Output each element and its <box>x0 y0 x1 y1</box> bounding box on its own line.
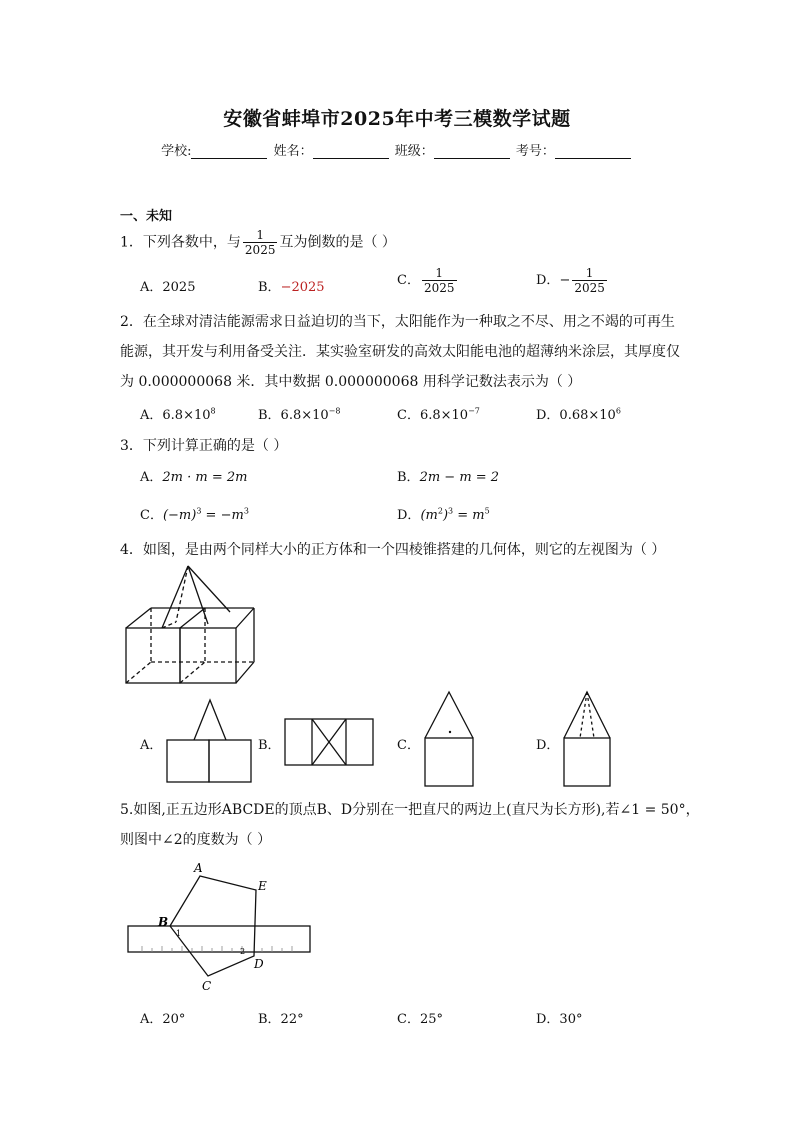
q3-a-label: A． <box>140 470 163 485</box>
q2-c-exp: −7 <box>468 406 480 416</box>
q2-option-a[interactable] <box>140 404 216 423</box>
label-a: A <box>194 861 203 875</box>
q3-stem: 3．下列计算正确的是（ ） <box>120 438 288 454</box>
q2-d-exp: 6 <box>615 406 621 416</box>
q1-option-c[interactable] <box>397 266 459 295</box>
q5-pentagon-ruler-figure <box>120 856 320 998</box>
q1-frac-num: 1 <box>243 228 278 243</box>
q4-option-c-figure[interactable] <box>420 688 478 790</box>
q1-b-value: −2025 <box>280 280 325 295</box>
student-info-line <box>0 140 794 159</box>
q1-prefix: 1．下列各数中，与 <box>120 234 241 251</box>
q1-c-num: 1 <box>422 266 457 281</box>
q3-d-base: (m <box>420 508 438 523</box>
q3-b-expr: 2m − m = 2 <box>419 470 500 485</box>
q2-option-d[interactable] <box>536 404 621 423</box>
q3-option-b[interactable] <box>397 466 499 485</box>
school-label: 学校: <box>161 144 192 159</box>
q1-frac-den: 2025 <box>244 243 276 257</box>
q5-line-1: 5.如图,正五边形ABCDE的顶点B、D分别在一把直尺的两边上(直尺为长方形),若∠1 = 50°， <box>120 802 700 818</box>
q3-c-exp: 3 <box>196 506 202 516</box>
q3-d-inner-exp: 2 <box>437 506 443 516</box>
q2-option-c[interactable] <box>397 404 480 423</box>
q4-option-b-figure[interactable] <box>282 716 376 770</box>
label-d: D <box>254 957 264 971</box>
q3-d-rhs-exp: 5 <box>484 506 490 516</box>
q1-option-d[interactable] <box>536 266 609 295</box>
q5-option-d[interactable]: D．30° <box>536 1012 583 1027</box>
q5-option-b[interactable]: B．22° <box>258 1012 304 1027</box>
exam-no-blank[interactable] <box>555 146 631 159</box>
q2-d-base: D．0.68×10 <box>536 408 616 423</box>
q2-a-base: A．6.8×10 <box>140 408 211 423</box>
q2-line-1: 2．在全球对清洁能源需求日益迫切的当下，太阳能作为一种取之不尽、用之不竭的可再生 <box>120 314 675 330</box>
q1-stem <box>120 228 396 257</box>
q1-c-label: C． <box>397 273 420 288</box>
q2-b-exp: −8 <box>328 406 341 416</box>
q2-b-base: B．6.8×10 <box>258 408 329 423</box>
q3-option-c[interactable] <box>140 504 249 523</box>
label-c: C <box>202 979 212 993</box>
q2-a-exp: 8 <box>210 406 216 416</box>
q1-d-fraction <box>572 266 607 295</box>
q4-option-c[interactable]: C． <box>397 738 420 753</box>
class-blank[interactable] <box>434 146 510 159</box>
page-title: 安徽省蚌埠市2025年中考三模数学试题 <box>223 108 571 130</box>
q4-stem: 4．如图，是由两个同样大小的正方体和一个四棱锥搭建的几何体，则它的左视图为（ ） <box>120 542 666 558</box>
q1-d-den: 2025 <box>574 281 605 295</box>
q3-a-expr: 2m · m = 2m <box>162 470 248 485</box>
q1-d-label: D． <box>536 273 560 288</box>
q5-option-c[interactable]: C．25° <box>397 1012 443 1027</box>
q4-solid-figure <box>118 562 268 690</box>
q1-b-label: B． <box>258 280 281 295</box>
name-blank[interactable] <box>313 146 389 159</box>
q4-option-d-figure[interactable] <box>558 688 618 790</box>
q1-d-num: 1 <box>572 266 607 281</box>
q1-c-den: 2025 <box>423 281 455 295</box>
q3-d-rhs: = m <box>453 508 485 523</box>
q3-option-d[interactable] <box>397 504 490 523</box>
q3-d-label: D． <box>397 508 421 523</box>
school-blank[interactable] <box>191 146 267 159</box>
q3-c-rhs-exp: 3 <box>243 506 249 516</box>
section-heading: 一、未知 <box>120 209 173 224</box>
label-b: B <box>158 915 169 929</box>
label-e: E <box>258 879 267 893</box>
angle-2-label: 2 <box>240 947 246 956</box>
q2-option-b[interactable] <box>258 404 340 423</box>
q4-option-a-figure[interactable] <box>164 694 256 786</box>
q2-c-base: C．6.8×10 <box>397 408 469 423</box>
q3-d-close: ) <box>442 508 449 523</box>
q1-option-b[interactable] <box>258 276 325 295</box>
q2-line-3: 为 0.000000068 米．其中数据 0.000000068 用科学记数法表示为（ ） <box>120 374 582 390</box>
q4-option-b[interactable]: B． <box>258 738 281 753</box>
q3-c-rhs: = −m <box>201 508 244 523</box>
exam-no-label: 考号： <box>515 144 555 159</box>
q2-line-2: 能源，其开发与利用备受关注．某实验室研发的高效太阳能电池的超薄纳米涂层，其厚度仅 <box>120 344 680 360</box>
q3-option-a[interactable] <box>140 466 247 485</box>
q1-suffix: 互为倒数的是（ ） <box>279 234 396 251</box>
q3-c-label: C． <box>140 508 163 523</box>
q1-fraction <box>243 228 278 257</box>
ruler <box>128 926 310 952</box>
q5-option-a[interactable]: A．20° <box>140 1012 186 1027</box>
name-label: 姓名： <box>273 144 313 159</box>
q3-c-base: (−m) <box>162 508 197 523</box>
q3-b-label: B． <box>397 470 420 485</box>
q1-option-a[interactable]: A．2025 <box>140 280 196 295</box>
class-label: 班级： <box>394 144 434 159</box>
angle-1-label: 1 <box>176 929 182 938</box>
q1-d-minus: − <box>559 273 571 288</box>
q4-option-a[interactable]: A． <box>140 738 163 753</box>
q5-line-2: 则图中∠2的度数为（ ） <box>120 832 272 848</box>
q1-c-fraction <box>422 266 457 295</box>
q3-d-exp: 3 <box>448 506 454 516</box>
q4-option-d[interactable]: D． <box>536 738 560 753</box>
